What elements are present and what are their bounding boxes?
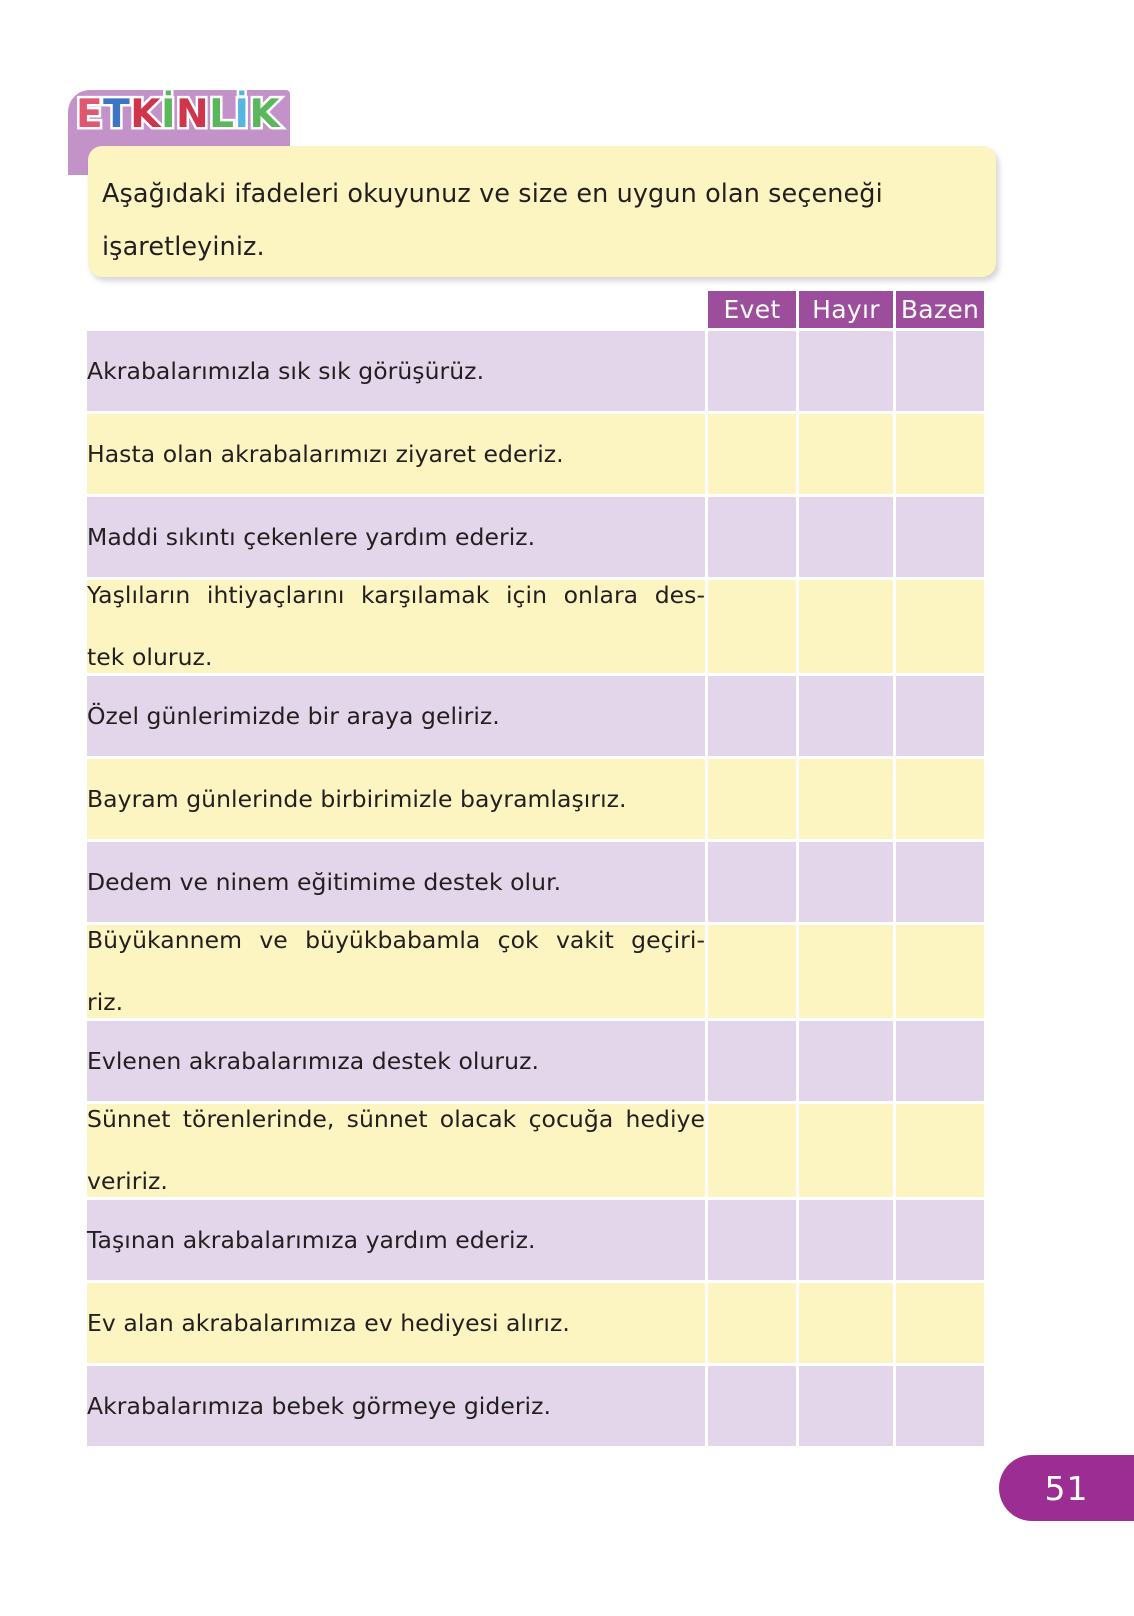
statement-cell [87, 925, 705, 1018]
statement-line-2: veririz. [87, 1167, 168, 1195]
answer-cell-bazen[interactable] [896, 925, 984, 1018]
statement-cell [87, 676, 705, 756]
answer-cell-bazen[interactable] [896, 1021, 984, 1101]
statement-line-1: Dedem ve ninem eğitimime destek olur. [87, 867, 562, 896]
page-number-badge [999, 1455, 1134, 1521]
answer-cell-evet[interactable] [708, 1366, 796, 1446]
statement-line-1: Taşınan akrabalarımıza yardım ederiz. [87, 1225, 536, 1254]
answer-cell-hayir[interactable] [799, 497, 893, 577]
answer-cell-bazen[interactable] [896, 331, 984, 411]
table-row [87, 1366, 984, 1446]
answer-cell-hayir[interactable] [799, 414, 893, 494]
etkinlik-letter-5: N [176, 92, 210, 137]
etkinlik-letter-2: T [103, 92, 131, 137]
statement-cell [87, 1200, 705, 1280]
statement-line-1: Yaşlıların ihtiyaçlarını karşılamak için onlara des- [87, 581, 705, 609]
statement-line-2: riz. [87, 988, 124, 1016]
answer-cell-evet[interactable] [708, 331, 796, 411]
statement-line-1: Büyükannem ve büyükbabamla çok vakit geçiri- [87, 926, 705, 954]
table-row [87, 580, 984, 673]
statement-cell [87, 842, 705, 922]
statement-line-2: tek oluruz. [87, 643, 213, 671]
answer-cell-bazen[interactable] [896, 759, 984, 839]
answer-cell-bazen[interactable] [896, 1283, 984, 1363]
statement-cell [87, 1104, 705, 1197]
etkinlik-badge-label [76, 92, 281, 137]
answer-cell-evet[interactable] [708, 842, 796, 922]
answer-cell-evet[interactable] [708, 497, 796, 577]
answer-cell-hayir[interactable] [799, 1021, 893, 1101]
answer-cell-bazen[interactable] [896, 1366, 984, 1446]
statement-line-1: Hasta olan akrabalarımızı ziyaret ederiz. [87, 439, 564, 468]
answer-cell-bazen[interactable] [896, 1200, 984, 1280]
answer-cell-bazen[interactable] [896, 414, 984, 494]
answer-cell-evet[interactable] [708, 580, 796, 673]
column-header-hayir: Hayır [799, 291, 893, 328]
etkinlik-letter-3: K [130, 92, 161, 137]
answer-cell-evet[interactable] [708, 1104, 796, 1197]
table-row [87, 1104, 984, 1197]
statement-cell [87, 1283, 705, 1363]
answer-cell-bazen[interactable] [896, 676, 984, 756]
table-row [87, 1200, 984, 1280]
instruction-line-2: işaretleyiniz. [102, 232, 265, 262]
etkinlik-letter-7: İ [234, 92, 250, 137]
statement-cell [87, 1021, 705, 1101]
answer-cell-hayir[interactable] [799, 842, 893, 922]
answer-cell-hayir[interactable] [799, 1200, 893, 1280]
table-row [87, 414, 984, 494]
answer-cell-hayir[interactable] [799, 331, 893, 411]
statement-line-1: Özel günlerimizde bir araya geliriz. [87, 701, 500, 730]
statement-line-1: Bayram günlerinde birbirimizle bayramlaşırız. [87, 784, 627, 813]
answer-cell-bazen[interactable] [896, 580, 984, 673]
statement-line-1: Akrabalarımızla sık sık görüşürüz. [87, 356, 485, 385]
table-row [87, 842, 984, 922]
answer-cell-hayir[interactable] [799, 580, 893, 673]
table-row [87, 759, 984, 839]
statement-cell [87, 331, 705, 411]
instruction-line-1: Aşağıdaki ifadeleri okuyunuz ve size en uygun olan seçeneği [102, 179, 883, 209]
page-number-text: 51 [1044, 1468, 1089, 1508]
table-row [87, 676, 984, 756]
answer-cell-bazen[interactable] [896, 1104, 984, 1197]
etkinlik-letter-8: K [249, 92, 281, 137]
answer-cell-evet[interactable] [708, 925, 796, 1018]
statement-cell [87, 580, 705, 673]
answer-cell-hayir[interactable] [799, 1104, 893, 1197]
etkinlik-letter-4: İ [161, 92, 177, 137]
statement-cell [87, 497, 705, 577]
answer-cell-hayir[interactable] [799, 1283, 893, 1363]
statement-cell [87, 1366, 705, 1446]
statement-line-1: Sünnet törenlerinde, sünnet olacak çocuğa hediye [87, 1105, 705, 1133]
answer-cell-evet[interactable] [708, 414, 796, 494]
instruction-card [88, 146, 996, 277]
answer-cell-bazen[interactable] [896, 842, 984, 922]
answer-cell-hayir[interactable] [799, 759, 893, 839]
answer-cell-evet[interactable] [708, 759, 796, 839]
table-row [87, 1021, 984, 1101]
answer-cell-hayir[interactable] [799, 925, 893, 1018]
statement-cell [87, 759, 705, 839]
answer-cell-evet[interactable] [708, 1200, 796, 1280]
answer-cell-bazen[interactable] [896, 497, 984, 577]
column-header-bazen: Bazen [896, 291, 984, 328]
statement-cell [87, 414, 705, 494]
survey-table-body [87, 331, 984, 1446]
statement-line-1: Evlenen akrabalarımıza destek oluruz. [87, 1046, 539, 1075]
etkinlik-letter-6: L [209, 92, 235, 137]
answer-cell-evet[interactable] [708, 1283, 796, 1363]
table-row [87, 1283, 984, 1363]
instruction-text [102, 168, 970, 327]
answer-cell-evet[interactable] [708, 676, 796, 756]
table-row [87, 497, 984, 577]
statement-line-1: Maddi sıkıntı çekenlere yardım ederiz. [87, 522, 536, 551]
statement-line-1: Ev alan akrabalarımıza ev hediyesi alırız. [87, 1308, 570, 1337]
answer-cell-hayir[interactable] [799, 676, 893, 756]
table-row [87, 925, 984, 1018]
table-row [87, 331, 984, 411]
statement-line-1: Akrabalarımıza bebek görmeye gideriz. [87, 1391, 552, 1420]
column-header-evet: Evet [708, 291, 796, 328]
etkinlik-letter-1: E [76, 92, 104, 137]
answer-cell-evet[interactable] [708, 1021, 796, 1101]
survey-table [84, 288, 987, 1449]
answer-cell-hayir[interactable] [799, 1366, 893, 1446]
